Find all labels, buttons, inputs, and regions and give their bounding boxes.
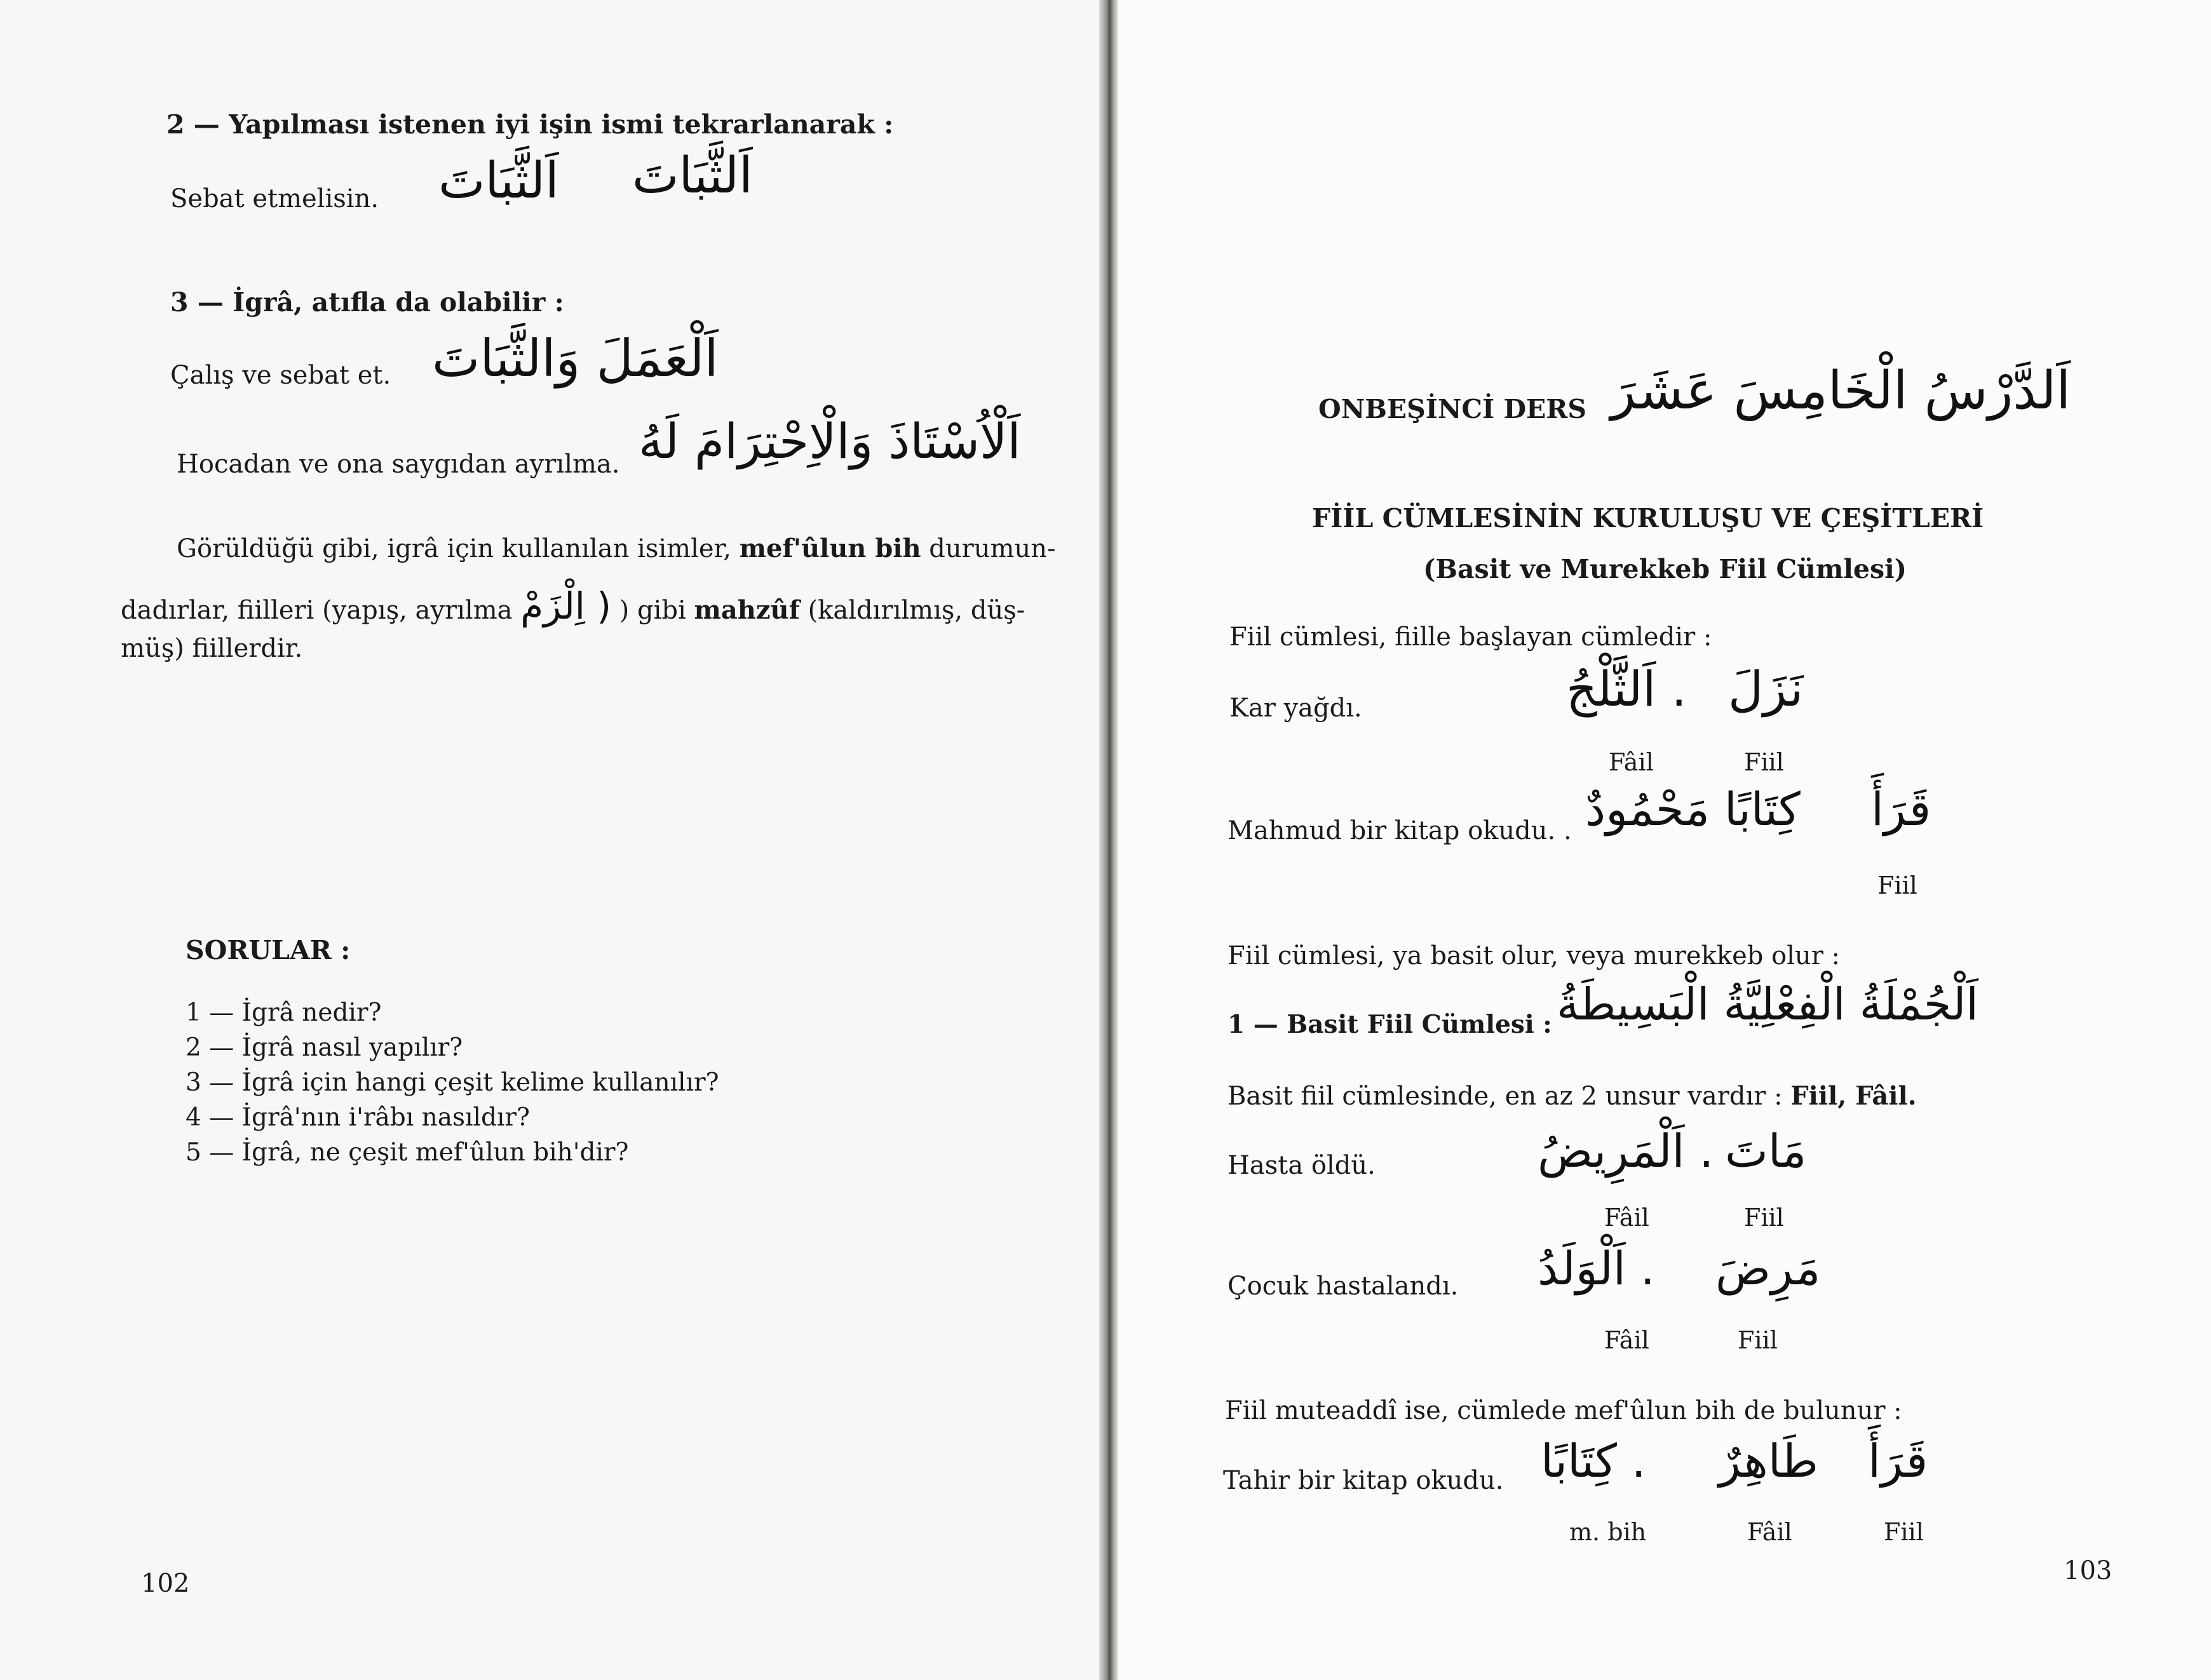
ex2-tr: Mahmud bir kitap okudu. . (1227, 816, 1572, 845)
ex5-label-fiil: Fiil (1884, 1518, 1924, 1546)
ex3-ar-fiil: مَاتَ (1725, 1124, 1807, 1178)
left-page (0, 0, 1099, 1680)
ex5-label-fail: Fâil (1747, 1518, 1792, 1546)
ex4-label-fail: Fâil (1604, 1326, 1649, 1354)
item3-example2-tr: Hocadan ve ona saygıdan ayrılma. (177, 450, 620, 479)
page-number: 102 (141, 1569, 190, 1598)
ex4-ar-fiil: مَرِضَ (1715, 1242, 1821, 1295)
paragraph-text: dadırlar, fiilleri (yapış, ayrılma (121, 596, 513, 625)
question-item: 3 — İgrâ için hangi çeşit kelime kullanılır? (186, 1068, 719, 1097)
ex5-ar-fail: طَاهِرٌ (1719, 1434, 1818, 1488)
paragraph-text: durumun- (929, 534, 1056, 563)
ex5-ar-fiil: قَرَأَ (1868, 1434, 1928, 1488)
question-item: 2 — İgrâ nasıl yapılır? (186, 1033, 463, 1062)
muteaddi-line: Fiil muteaddî ise, cümlede mef'ûlun bih de bulunur : (1225, 1396, 1902, 1425)
paragraph-text: ) gibi (619, 596, 686, 625)
ex3-label-fail: Fâil (1604, 1204, 1649, 1232)
item2-heading: 2 — Yapılması istenen iyi işin ismi tekrarlanarak : (166, 109, 894, 140)
ex2-label-fiil: Fiil (1877, 871, 1917, 899)
basit-ar: اَلْجُمْلَةُ الْفِعْلِيَّةُ الْبَسِيطَةُ (1557, 978, 1978, 1030)
ex3-label-fiil: Fiil (1744, 1204, 1784, 1232)
ex3-ar-fail: . اَلْمَرِيضُ (1538, 1124, 1714, 1178)
paragraph-bold-term: mef'ûlun bih (739, 534, 921, 563)
paragraph-bold-term: mahzûf (694, 595, 800, 625)
item3-example1-ar: اَلْعَمَلَ وَالثَّبَاتَ (432, 329, 719, 388)
lesson-title-tr: ONBEŞİNCİ DERS (1318, 394, 1586, 424)
paragraph-text: (kaldırılmış, düş- (808, 596, 1025, 625)
item2-example-ar-1: اَلثَّبَاتَ (438, 152, 559, 210)
question-item: 5 — İgrâ, ne çeşit mef'ûlun bih'dir? (186, 1138, 629, 1167)
ex4-label-fiil: Fiil (1738, 1326, 1778, 1354)
intro-line: Fiil cümlesi, fiille başlayan cümledir : (1229, 622, 1712, 652)
question-item: 1 — İgrâ nedir? (186, 998, 382, 1027)
ex3-tr: Hasta öldü. (1227, 1151, 1376, 1180)
ex4-ar-fail: . اَلْوَلَدُ (1538, 1242, 1655, 1295)
book-gutter (1099, 0, 1118, 1680)
ex4-tr: Çocuk hastalandı. (1227, 1272, 1459, 1301)
section-title: FİİL CÜMLESİNİN KURULUŞU VE ÇEŞİTLERİ (1312, 503, 1984, 534)
paragraph-arabic: ( اِلْزَمْ (520, 584, 611, 628)
ex1-label-fail: Fâil (1609, 748, 1654, 776)
ex1-label-fiil: Fiil (1744, 748, 1784, 776)
ex2-ar-fiil: قَرَأَ (1871, 783, 1931, 836)
item3-example2-ar: اَلْاُسْتَاذَ وَالْاِحْتِرَامَ لَهُ (639, 413, 1021, 469)
questions-title: SORULAR : (186, 935, 351, 965)
item3-heading: 3 — İgrâ, atıfla da olabilir : (170, 287, 564, 318)
ex5-label-mbih: m. bih (1569, 1518, 1647, 1546)
ex2-ar: كِتَابًا مَحْمُودٌ (1585, 783, 1801, 836)
paragraph-line-2 (121, 584, 1025, 628)
question-item: 4 — İgrâ'nın i'râbı nasıldır? (186, 1103, 530, 1132)
paragraph-line-1 (177, 534, 1056, 563)
ex5-ar-mbih: . كِتَابًا (1541, 1434, 1646, 1488)
right-page (1118, 0, 2211, 1680)
paragraph-line-3: müş) fiillerdir. (121, 634, 303, 663)
ex1-ar-fiil: نَزَلَ (1728, 661, 1804, 717)
page-number: 103 (2064, 1556, 2113, 1585)
section-subtitle: (Basit ve Murekkeb Fiil Cümlesi) (1423, 554, 1907, 584)
item2-example-tr: Sebat etmelisin. (170, 184, 379, 213)
basit-heading: 1 — Basit Fiil Cümlesi : (1227, 1010, 1552, 1039)
item2-example-ar-2: اَلثَّبَاتَ (632, 147, 753, 205)
paragraph-text: Görüldüğü gibi, igrâ için kullanılan isimler, (177, 534, 731, 563)
types-line: Fiil cümlesi, ya basit olur, veya murekkeb olur : (1227, 941, 1841, 971)
item3-example1-tr: Çalış ve sebat et. (170, 361, 391, 390)
basit-desc-text: Basit fiil cümlesinde, en az 2 unsur vardır : (1227, 1082, 1783, 1111)
ex1-ar-fail: . اَلثَّلْجُ (1566, 661, 1687, 717)
ex5-tr: Tahir bir kitap okudu. (1223, 1466, 1504, 1495)
lesson-title-ar: اَلدَّرْسُ الْخَامِسَ عَشَرَ (1611, 361, 2071, 421)
basit-desc-bold: Fiil, Fâil. (1790, 1081, 1917, 1111)
basit-desc (1227, 1081, 1917, 1111)
ex1-tr: Kar yağdı. (1229, 694, 1362, 723)
